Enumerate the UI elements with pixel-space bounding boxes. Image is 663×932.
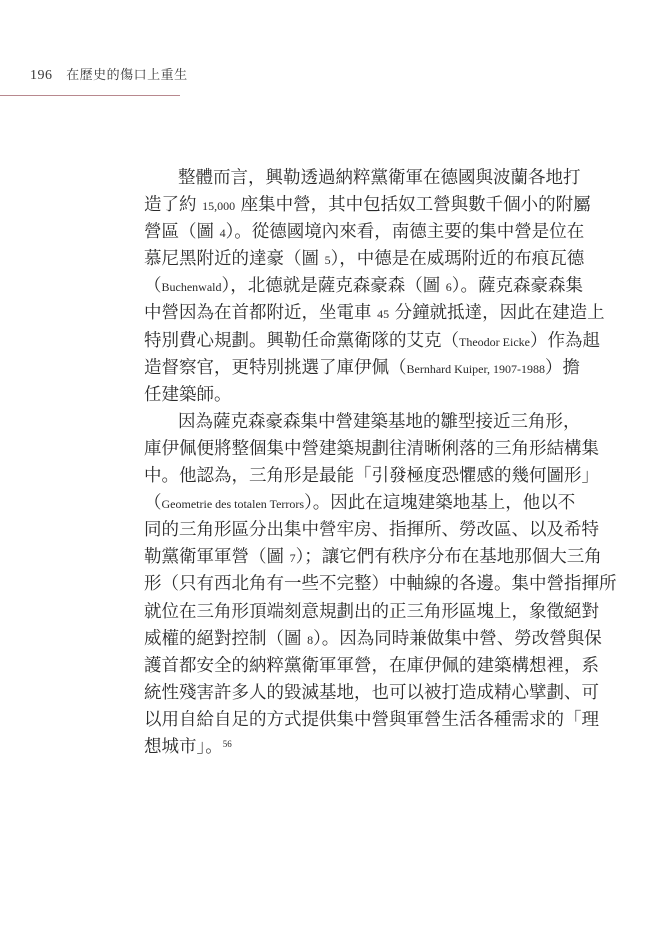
text-run: 8: [307, 632, 314, 647]
text-run: 就位在三角形頂端刻意規劃出的正三角形區塊上，象徵絕對: [144, 601, 599, 622]
text-run: Buchenwald: [161, 280, 222, 295]
paragraph-2-line: [144, 653, 599, 680]
text-run: 7: [289, 551, 296, 566]
text-run: ）。從德國境內來看，南德主要的集中營是位在: [225, 222, 585, 243]
paragraph-1-line: [144, 165, 581, 192]
text-run: ）；讓它們有秩序分布在基地那個大三角: [295, 547, 602, 568]
text-run: 庫伊佩便將整個集中營建築規劃往清晰俐落的三角形結構集: [144, 438, 599, 459]
text-run: 任建築師。: [144, 384, 232, 405]
text-run: 造了約: [144, 195, 203, 216]
text-run: 造督察官，更特別挑選了庫伊佩（: [144, 357, 407, 378]
text-run: 以用自給自足的方式提供集中營與軍營生活各種需求的「理: [144, 709, 599, 730]
header-rule: [0, 95, 180, 96]
text-run: （: [144, 276, 162, 297]
book-title: 在歷史的傷口上重生: [66, 68, 188, 83]
text-run: ）。薩克森豪森集: [451, 276, 584, 297]
text-run: 6: [445, 280, 452, 295]
text-run: ）作為趄: [529, 330, 600, 351]
paragraph-2-line: [144, 463, 599, 490]
text-run: ）。因為同時兼做集中營、勞改營與保: [313, 628, 602, 649]
paragraph-2-line: [144, 734, 564, 761]
text-run: Bernhard Kuiper, 1907-1988: [406, 361, 545, 376]
text-run: 形（只有西北角有一些不完整）中軸線的各邊。集中營指揮所: [144, 574, 617, 595]
text-run: 同的三角形區分出集中營牢房、指揮所、勞改區、以及希特: [144, 520, 599, 541]
paragraph-2-line: [144, 571, 617, 598]
paragraph-2-line: [144, 517, 599, 544]
text-run: ），中德是在威瑪附近的布痕瓦德: [330, 249, 585, 270]
text-run: ）。因此在這塊建築地基上，他以不: [304, 493, 576, 514]
paragraph-1-line: [144, 328, 600, 355]
text-run: 威權的絕對控制（圖: [144, 628, 308, 649]
text-run: 45: [377, 307, 390, 322]
paragraph-2-line: [144, 707, 599, 734]
paragraph-1-line: [144, 355, 580, 382]
text-run: 分鐘就抵達，因此在建造上: [389, 303, 605, 324]
paragraph-2-line: [144, 680, 599, 707]
text-run: 特別費心規劃。興勒任命黨衛隊的艾克（: [144, 330, 459, 351]
text-run: 座集中營，其中包括奴工營與數千個小的附屬: [235, 195, 591, 216]
text-run: 因為薩克森豪森集中營建築基地的雛型接近三角形，: [178, 411, 581, 432]
text-run: ），北德就是薩克森豪森（圖: [221, 276, 446, 297]
paragraph-1-line: [144, 219, 585, 246]
text-run: 營區（圖: [144, 222, 220, 243]
text-run: 整體而言，興勒透過納粹黨衛軍在德國與波蘭各地打: [178, 168, 581, 188]
page-number: 196: [30, 68, 53, 83]
paragraph-1-line: [144, 246, 585, 273]
paragraph-2-line: [144, 599, 599, 626]
paragraph-2-line: [144, 436, 599, 463]
paragraph-1-line: [144, 192, 591, 219]
text-run: Geometrie des totalen Terrors: [161, 497, 305, 512]
text-run: 中營因為在首都附近，坐電車: [144, 303, 378, 324]
text-run: 慕尼黑附近的達豪（圖: [144, 249, 325, 270]
text-run: 4: [219, 226, 226, 241]
text-run: 想城市」。: [144, 736, 223, 757]
text-run: （: [144, 493, 162, 514]
text-run: 15,000: [202, 199, 236, 214]
text-run: 勒黨衛軍軍營（圖: [144, 547, 290, 568]
running-head: [30, 64, 188, 84]
paragraph-2-line: [144, 626, 602, 653]
paragraph-1-line: [144, 382, 564, 409]
text-run: 護首都安全的納粹黨衛軍軍營，在庫伊佩的建築構想裡，系: [144, 655, 599, 676]
text-run: 5: [324, 253, 331, 268]
text-run: 中。他認為，三角形是最能「引發極度恐懼感的幾何圖形」: [144, 466, 599, 487]
paragraph-1-line: [144, 273, 584, 300]
text-run: Theodor Eicke: [459, 334, 530, 349]
paragraph-1-line: [144, 300, 605, 327]
body-text: [144, 165, 617, 761]
paragraph-2-line: [144, 544, 602, 571]
footnote-ref: 56: [222, 738, 232, 749]
paragraph-2-line: [144, 490, 576, 517]
text-run: 統性殘害許多人的毀滅基地，也可以被打造成精心擘劃、可: [144, 682, 599, 703]
paragraph-2-line: [144, 409, 581, 436]
text-run: ）擔: [545, 357, 580, 378]
